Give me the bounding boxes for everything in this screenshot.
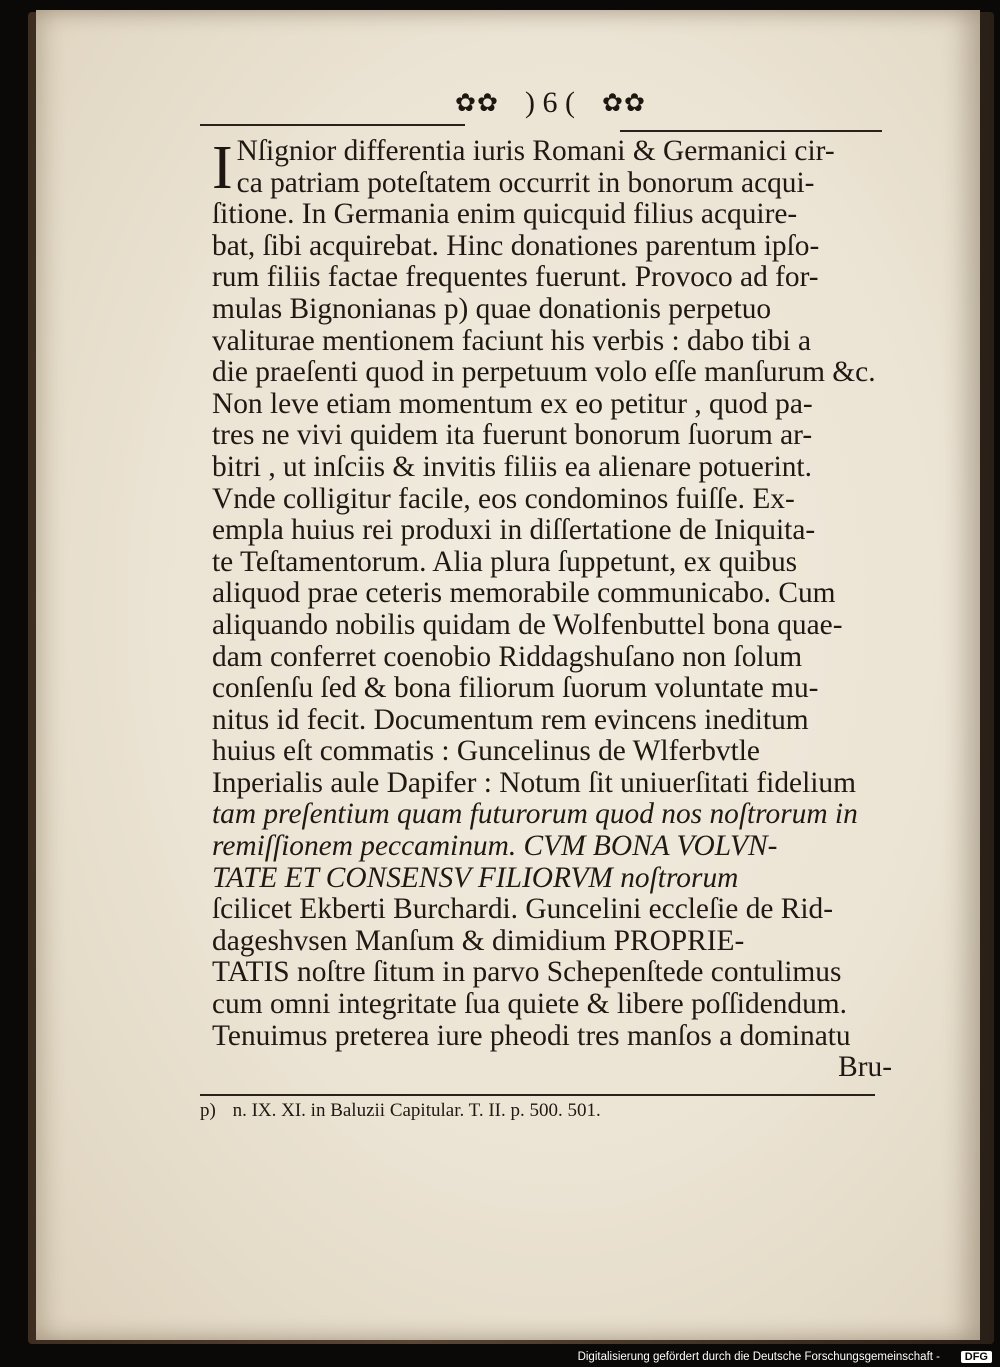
text-line: mulas Bignonianas p) quae donationis perpetuo (212, 292, 772, 325)
text-line: remiſſionem peccaminum. CVM BONA VOLVN- (212, 830, 778, 863)
text-line: bat, ſibi acquirebat. Hinc donationes parentum ipſo- (212, 229, 820, 262)
text-line: empla huius rei produxi in diſſertatione de Iniquita- (212, 514, 816, 547)
text-line: Nſignior differentia iuris Romani & Germanici cir- (236, 135, 835, 167)
digitization-credit: Digitalisierung gefördert durch die Deutsche Forschungsgemeinschaft - (577, 1351, 940, 1363)
footnote (200, 1100, 601, 1122)
text-line: tres ne vivi quidem ita fuerunt bonorum ſuorum ar- (212, 419, 813, 452)
text-line: cum omni integritate ſua quiete & libere poſſidendum. (212, 988, 847, 1021)
text-line: TATE ET CONSENSV FILIORVM noſtrorum (212, 861, 739, 894)
text-line: die praeſenti quod in perpetuum volo eſſe manſurum &c. (212, 356, 876, 389)
header-rule-right (620, 130, 882, 132)
footnote-rule (200, 1094, 875, 1096)
text-line: huius eſt commatis : Guncelinus de Wlferbvtle (212, 735, 760, 768)
text-line: dam conferret coenobio Riddagshuſano non ſolum (212, 640, 803, 673)
text-line: rum filiis factae frequentes fuerunt. Provoco ad for- (212, 261, 819, 294)
ornament-left-icon: ✿✿ (455, 88, 499, 117)
dfg-logo: DFG (961, 1351, 992, 1363)
text-line: te Teſtamentorum. Alia plura ſuppetunt, ex quibus (212, 545, 798, 578)
text-line: ſitione. In Germania enim quicquid filius acquire- (212, 198, 798, 231)
ornament-right-icon: ✿✿ (602, 88, 646, 117)
text-lines (212, 136, 892, 1052)
footnote-marker: p) (200, 1100, 216, 1121)
text-line: aliquando nobilis quidam de Wolfenbuttel bona quae- (212, 608, 843, 641)
text-line: valiturae mentionem faciunt his verbis : dabo tibi a (212, 324, 812, 357)
text-line: ſcilicet Ekberti Burchardi. Guncelini eccleſie de Rid- (212, 893, 834, 926)
text-line: dageshvsen Manſum & dimidium PROPRIE- (212, 924, 745, 957)
text-line: Vnde colligitur facile, eos condominos fuiſſe. Ex- (212, 482, 795, 515)
page-number: ) 6 ( (525, 86, 575, 119)
text-line: aliquod prae ceteris memorabile communicabo. Cum (212, 577, 836, 610)
catchword: Bru- (838, 1051, 892, 1084)
footnote-text: n. IX. XI. in Baluzii Capitular. T. II. p. 500. 501. (232, 1100, 601, 1121)
text-line: tam preſentium quam futurorum quod nos noſtrorum in (212, 798, 858, 831)
text-line: conſenſu ſed & bona filiorum ſuorum voluntate mu- (212, 672, 819, 705)
page-header (200, 80, 880, 136)
text-line: bitri , ut inſciis & invitis filiis ea alienare potuerint. (212, 450, 812, 483)
header-rule-left (200, 124, 465, 126)
text-line: ca patriam poteſtatem occurrit in bonorum acqui- (236, 166, 815, 199)
text-line: nitus id fecit. Documentum rem evincens ineditum (212, 703, 809, 736)
text-line: Non leve etiam momentum ex eo petitur , quod pa- (212, 387, 813, 420)
text-line: TATIS noſtre ſitum in parvo Schepenſtede contulimus (212, 956, 842, 989)
text-line: Tenuimus preterea iure pheodi tres manſos a dominatu (212, 1019, 851, 1052)
drop-cap: I (212, 134, 233, 202)
main-text (212, 136, 892, 1084)
text-line: Inperialis aule Dapifer : Notum ſit uniuerſitati fidelium (212, 766, 856, 799)
